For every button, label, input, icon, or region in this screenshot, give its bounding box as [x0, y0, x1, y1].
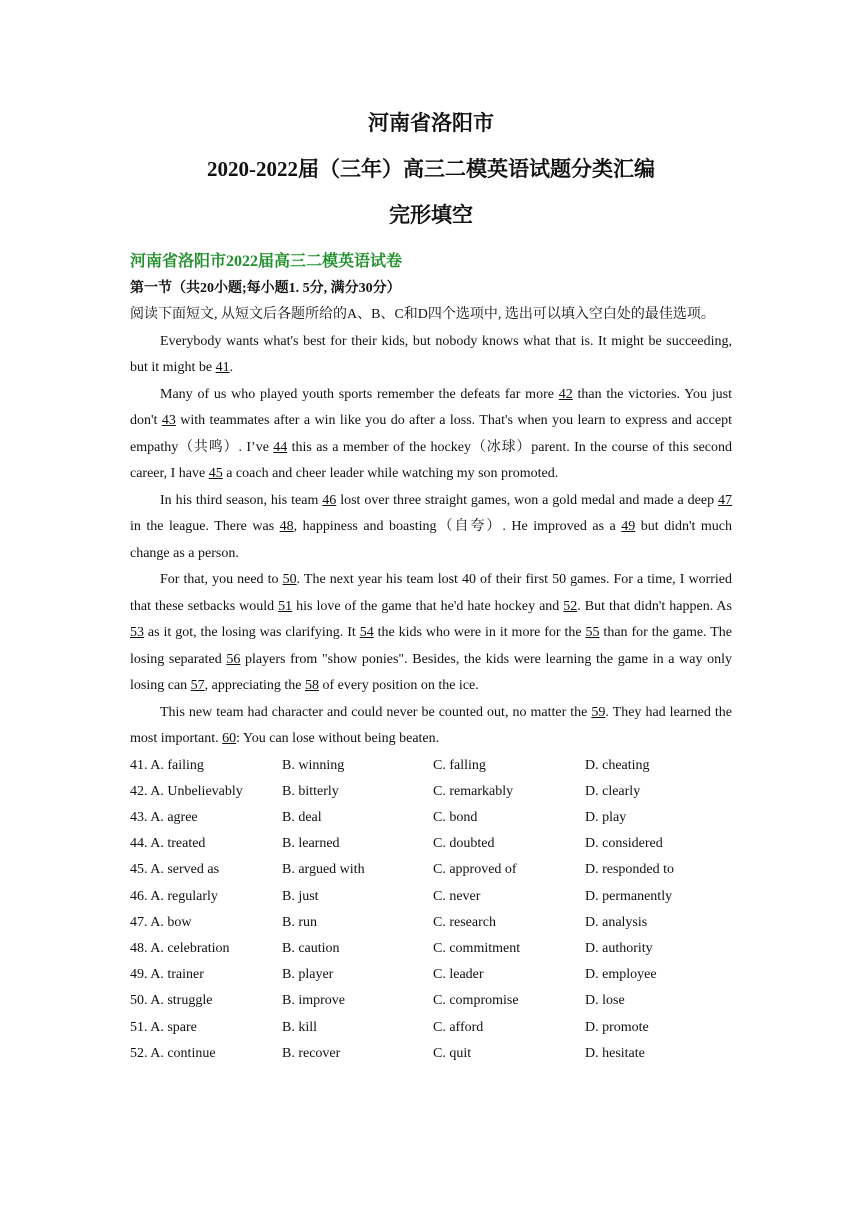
passage-text: a coach and cheer leader while watching my son promoted.: [222, 466, 559, 481]
option-choice: D. clearly: [585, 783, 641, 799]
blank-number: 49: [621, 519, 636, 534]
option-row: [130, 779, 732, 805]
option-choice: C. quit: [433, 1045, 472, 1061]
option-choice: D. considered: [585, 836, 663, 852]
blank-number: 51: [278, 598, 293, 614]
passage-text: , happiness and boasting（自夸）. He improved as a: [293, 519, 622, 534]
option-choice: 42. A. Unbelievably: [130, 783, 243, 799]
option-choice: B. improve: [282, 993, 345, 1009]
option-choice: 48. A. celebration: [130, 940, 230, 956]
cloze-passage: [130, 329, 732, 753]
option-row: [130, 884, 732, 910]
option-choice: 43. A. agree: [130, 809, 198, 825]
blank-number: 48: [279, 519, 294, 534]
blank-number: 54: [359, 625, 374, 640]
option-choice: C. compromise: [433, 993, 519, 1009]
passage-text: with teammates after a win like you do after a loss. That's when you learn to express and accept empathy（共鸣）. I’ve: [130, 413, 732, 455]
blank-number: 45: [208, 466, 223, 481]
passage-text: this as a member of the hockey（冰球）parent. In the course of this second career, I have: [130, 439, 732, 481]
option-choice: D. play: [585, 809, 627, 825]
passage-text: . But that didn't happen. As: [577, 598, 732, 614]
passage-paragraph: [130, 700, 732, 753]
option-choice: C. leader: [433, 967, 484, 983]
option-choice: D. promote: [585, 1019, 649, 1035]
passage-text: .: [229, 360, 234, 375]
option-choice: B. bitterly: [282, 783, 339, 799]
passage-text: in the league. There was: [130, 519, 280, 534]
passage-text: his love of the game that he'd hate hockey and: [292, 598, 564, 614]
option-choice: D. employee: [585, 967, 657, 983]
passage-paragraph: [130, 488, 732, 568]
option-choice: 51. A. spare: [130, 1019, 197, 1035]
option-choice: 44. A. treated: [130, 836, 206, 852]
blank-number: 44: [273, 439, 288, 455]
blank-number: 52: [563, 598, 578, 614]
blank-number: 46: [322, 492, 337, 508]
option-choice: D. responded to: [585, 862, 675, 878]
passage-text: : You can lose without being beaten.: [236, 731, 440, 746]
blank-number: 59: [591, 704, 606, 720]
passage-text: lost over three straight games, won a gold medal and made a deep: [336, 492, 719, 508]
option-choice: B. run: [282, 914, 317, 930]
doc-title-main: 2020-2022届（三年）高三二模英语试题分类汇编: [207, 157, 655, 181]
option-choice: B. just: [282, 888, 319, 904]
option-choice: B. winning: [282, 757, 345, 773]
option-choice: 47. A. bow: [130, 914, 192, 930]
blank-number: 42: [558, 386, 573, 402]
option-choice: C. bond: [433, 809, 478, 825]
option-choice: 45. A. served as: [130, 862, 220, 878]
option-choice: C. research: [433, 914, 496, 930]
document-page: [130, 100, 732, 1067]
option-choice: C. never: [433, 888, 481, 904]
option-choice: C. commitment: [433, 940, 521, 956]
passage-text: players from "show ponies". Besides, the kids were learning the game in a way only losing can: [130, 651, 732, 693]
passage-text: than the victories. You just don't: [130, 386, 732, 428]
blank-number: 41: [215, 360, 230, 375]
blank-number: 55: [585, 625, 600, 640]
passage-text: This new team had character and could never be counted out, no matter the: [160, 704, 592, 720]
passage-paragraph: [130, 382, 732, 488]
option-row: [130, 831, 732, 857]
blank-number: 53: [130, 625, 144, 640]
option-row: [130, 805, 732, 831]
option-choice: D. hesitate: [585, 1045, 645, 1061]
blank-number: 50: [282, 572, 297, 587]
option-choice: 52. A. continue: [130, 1045, 216, 1061]
passage-paragraph: [130, 567, 732, 700]
blank-number: 60: [222, 731, 237, 746]
passage-text: In his third season, his team: [160, 492, 323, 508]
passage-text: . They had learned the most important.: [130, 704, 732, 746]
option-row: [130, 962, 732, 988]
option-choice: C. falling: [433, 757, 486, 773]
blank-number: 43: [161, 413, 176, 428]
passage-text: Everybody wants what's best for their kids, but nobody knows what that is. It might be succeeding, but it might be: [130, 333, 732, 375]
passage-text: Many of us who played youth sports remember the defeats far more: [160, 386, 559, 402]
passage-paragraph: [130, 329, 732, 382]
option-choice: B. learned: [282, 836, 340, 852]
passage-text: , appreciating the: [204, 678, 305, 693]
blank-number: 57: [190, 678, 205, 693]
option-choice: C. approved of: [433, 862, 517, 878]
doc-title-region: 河南省洛阳市: [368, 111, 494, 135]
instruction-text: 阅读下面短文, 从短文后各题所给的A、B、C和D四个选项中, 选出可以填入空白处的最佳选项。: [130, 307, 715, 322]
part-heading: 第一节（共20小题;每小题1. 5分, 满分30分）: [130, 281, 401, 296]
option-row: [130, 936, 732, 962]
option-choice: B. kill: [282, 1019, 318, 1035]
option-choice: B. argued with: [282, 862, 365, 878]
option-choice: 46. A. regularly: [130, 888, 218, 904]
passage-text: as it got, the losing was clarifying. It: [144, 625, 360, 640]
option-choice: D. lose: [585, 993, 625, 1009]
doc-title-topic: 完形填空: [389, 203, 473, 227]
option-choice: D. permanently: [585, 888, 673, 904]
passage-text: but didn't much change as a person.: [130, 519, 732, 561]
passage-text: . The next year his team lost 40 of their first 50 games. For a time, I worried that these setbacks would: [130, 572, 732, 614]
passage-text: of every position on the ice.: [318, 678, 479, 693]
passage-text: than for the game. The losing separated: [130, 625, 732, 667]
option-choice: 50. A. struggle: [130, 993, 213, 1009]
option-choice: B. deal: [282, 809, 322, 825]
option-choice: 41. A. failing: [130, 757, 204, 773]
option-row: [130, 988, 732, 1014]
option-choice: C. afford: [433, 1019, 484, 1035]
blank-number: 58: [304, 678, 319, 693]
option-choice: 49. A. trainer: [130, 967, 204, 983]
option-choice: B. caution: [282, 940, 340, 956]
blank-number: 56: [226, 651, 241, 667]
option-row: [130, 910, 732, 936]
option-row: [130, 857, 732, 883]
blank-number: 47: [718, 492, 733, 508]
option-row: [130, 753, 732, 779]
option-choice: D. cheating: [585, 757, 650, 773]
exam-section-title: 河南省洛阳市2022届高三二模英语试卷: [130, 253, 403, 270]
option-choice: B. player: [282, 967, 334, 983]
option-choice: C. doubted: [433, 836, 495, 852]
passage-text: the kids who were in it more for the: [373, 625, 586, 640]
option-choice: B. recover: [282, 1045, 341, 1061]
option-choice: D. analysis: [585, 914, 648, 930]
option-choice: D. authority: [585, 940, 653, 956]
passage-text: For that, you need to: [160, 572, 283, 587]
option-choice: C. remarkably: [433, 783, 514, 799]
answer-options: [130, 753, 732, 1067]
option-row: [130, 1041, 732, 1067]
option-row: [130, 1015, 732, 1041]
